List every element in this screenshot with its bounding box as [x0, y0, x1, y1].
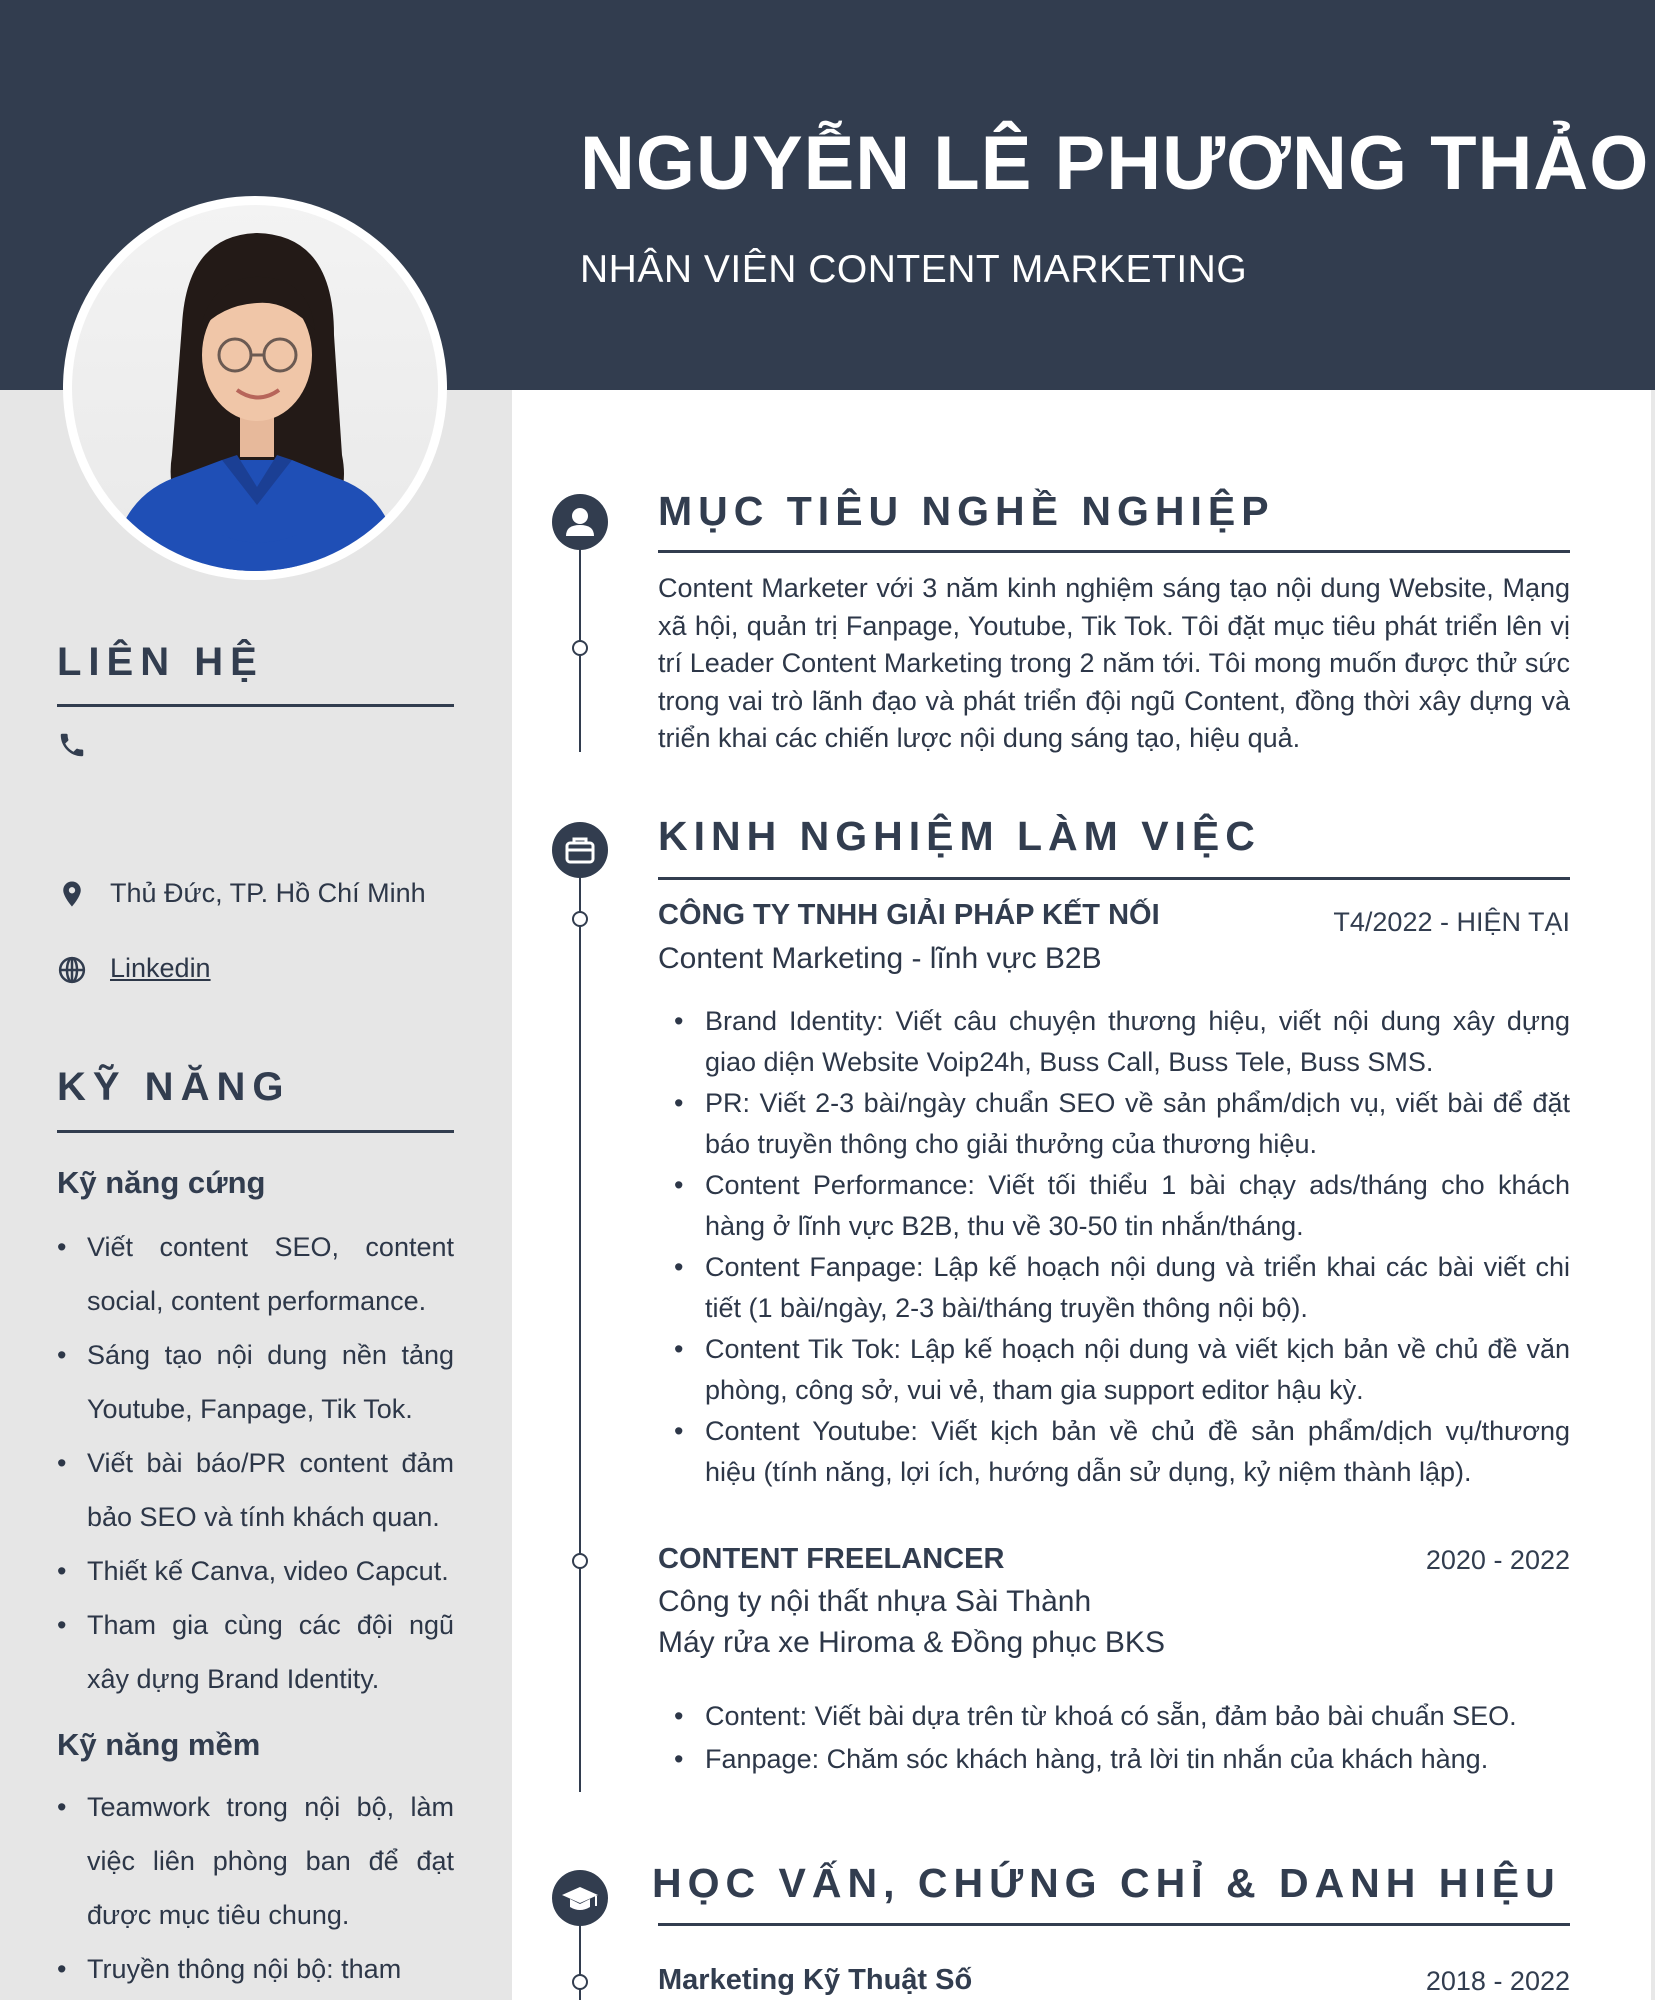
list-item: • Thiết kế Canva, video Capcut.	[57, 1544, 454, 1598]
education-name: Marketing Kỹ Thuật Số	[658, 1964, 973, 1996]
timeline-dot	[572, 1974, 588, 1990]
graduation-cap-icon	[552, 1870, 608, 1926]
candidate-name: NGUYỄN LÊ PHƯƠNG THẢO	[580, 121, 1650, 206]
education-period: 2018 - 2022	[1425, 1966, 1570, 1996]
education-heading: HỌC VẤN, CHỨNG CHỈ & DANH HIỆU	[652, 1860, 1561, 1906]
list-item: • Content Youtube: Viết kịch bản về chủ đề sản phẩm/dịch vụ/thương hiệu (tính năng, lợi ích, hướng dẫn sử dụng, kỷ niệm thành lập).	[658, 1411, 1570, 1493]
hard-skills-list	[57, 1220, 454, 1706]
job-title: NHÂN VIÊN CONTENT MARKETING	[580, 248, 1248, 291]
timeline-segment	[579, 520, 581, 752]
portrait-illustration	[72, 205, 438, 571]
user-icon	[552, 494, 608, 550]
list-item: • Content Fanpage: Lập kế hoạch nội dung và triển khai các bài viết chi tiết (1 bài/ngày, 2-3 bài/tháng truyền thông nội bộ).	[658, 1247, 1570, 1329]
right-edge	[1651, 390, 1655, 2000]
company-name: CÔNG TY TNHH GIẢI PHÁP KẾT NỐI	[658, 899, 1160, 931]
list-item: • Truyền thông nội bộ: tham	[57, 1942, 454, 1996]
list-item: • Content Tik Tok: Lập kế hoạch nội dung và viết kịch bản về chủ đề văn phòng, công sở, vui vẻ, tham gia support editor hậu kỳ.	[658, 1329, 1570, 1411]
list-item: • Sáng tạo nội dung nền tảng Youtube, Fanpage, Tik Tok.	[57, 1328, 454, 1436]
contact-rule	[57, 704, 454, 707]
experience-heading: KINH NGHIỆM LÀM VIỆC	[658, 813, 1261, 859]
list-item: • Fanpage: Chăm sóc khách hàng, trả lời tin nhắn của khách hàng.	[658, 1738, 1570, 1781]
objective-text: Content Marketer với 3 năm kinh nghiệm sáng tạo nội dung Website, Mạng xã hội, quản trị Fanpage, Youtube, Tik Tok. Tôi đặt mục tiêu phát triển lên vị trí Leader Content Marketing trong 2 năm tới. Tôi mong muốn được thử sức trong vai trò lãnh đạo và phát triển đội ngũ Content, đồng thời xây dựng và triển khai các chiến lược nội dung sáng tạo, hiệu quả.	[658, 573, 1570, 753]
soft-skills-list	[57, 1780, 454, 1996]
timeline-dot	[572, 640, 588, 656]
list-item: • Content: Viết bài dựa trên từ khoá có sẵn, đảm bảo bài chuẩn SEO.	[658, 1695, 1570, 1738]
objective-icon	[552, 494, 608, 550]
hard-skills-heading: Kỹ năng cứng	[57, 1165, 266, 1200]
location-pin-icon	[57, 879, 87, 909]
avatar	[63, 196, 447, 580]
phone-icon	[57, 730, 87, 760]
job-duties	[658, 1695, 1570, 1781]
contact-heading: LIÊN HỆ	[57, 640, 264, 684]
globe-icon	[57, 955, 87, 985]
objective-heading: MỤC TIÊU NGHỀ NGHIỆP	[658, 488, 1275, 534]
timeline-dot	[572, 1553, 588, 1569]
experience-rule	[658, 877, 1570, 880]
job-period: T4/2022 - HIỆN TẠI	[1333, 907, 1570, 937]
objective-rule	[658, 550, 1570, 553]
job-duties	[658, 1001, 1570, 1493]
skills-rule	[57, 1130, 454, 1133]
avatar-photo	[72, 205, 438, 571]
list-item: • Tham gia cùng các đội ngũ xây dựng Brand Identity.	[57, 1598, 454, 1706]
job-role: Công ty nội thất nhựa Sài Thành	[658, 1585, 1092, 1618]
list-item: • Viết content SEO, content social, content performance.	[57, 1220, 454, 1328]
contact-address: Thủ Đức, TP. Hồ Chí Minh	[110, 878, 426, 908]
timeline-dot	[572, 911, 588, 927]
list-item: • Brand Identity: Viết câu chuyện thương hiệu, viết nội dung xây dựng giao diện Website Voip24h, Buss Call, Buss Tele, Buss SMS.	[658, 1001, 1570, 1083]
timeline-segment	[579, 848, 581, 1792]
list-item: • Content Performance: Viết tối thiểu 1 bài chạy ads/tháng cho khách hàng ở lĩnh vực B2B, thu về 30-50 tin nhắn/tháng.	[658, 1165, 1570, 1247]
education-icon	[552, 1870, 608, 1926]
soft-skills-heading: Kỹ năng mềm	[57, 1727, 261, 1762]
list-item: • Teamwork trong nội bộ, làm việc liên phòng ban để đạt được mục tiêu chung.	[57, 1780, 454, 1942]
briefcase-icon	[552, 822, 608, 878]
company-name: CONTENT FREELANCER	[658, 1543, 1005, 1575]
job-role-secondary: Máy rửa xe Hiroma & Đồng phục BKS	[658, 1626, 1165, 1659]
job-period: 2020 - 2022	[1425, 1545, 1570, 1575]
job-role: Content Marketing - lĩnh vực B2B	[658, 942, 1102, 975]
list-item: • Viết bài báo/PR content đảm bảo SEO và tính khách quan.	[57, 1436, 454, 1544]
education-rule	[658, 1923, 1570, 1926]
list-item: • PR: Viết 2-3 bài/ngày chuẩn SEO về sản phẩm/dịch vụ, viết bài để đặt báo truyền thông cho giải thưởng của thương hiệu.	[658, 1083, 1570, 1165]
skills-heading: KỸ NĂNG	[57, 1065, 291, 1109]
experience-icon	[552, 822, 608, 878]
linkedin-link[interactable]: Linkedin	[110, 953, 211, 983]
